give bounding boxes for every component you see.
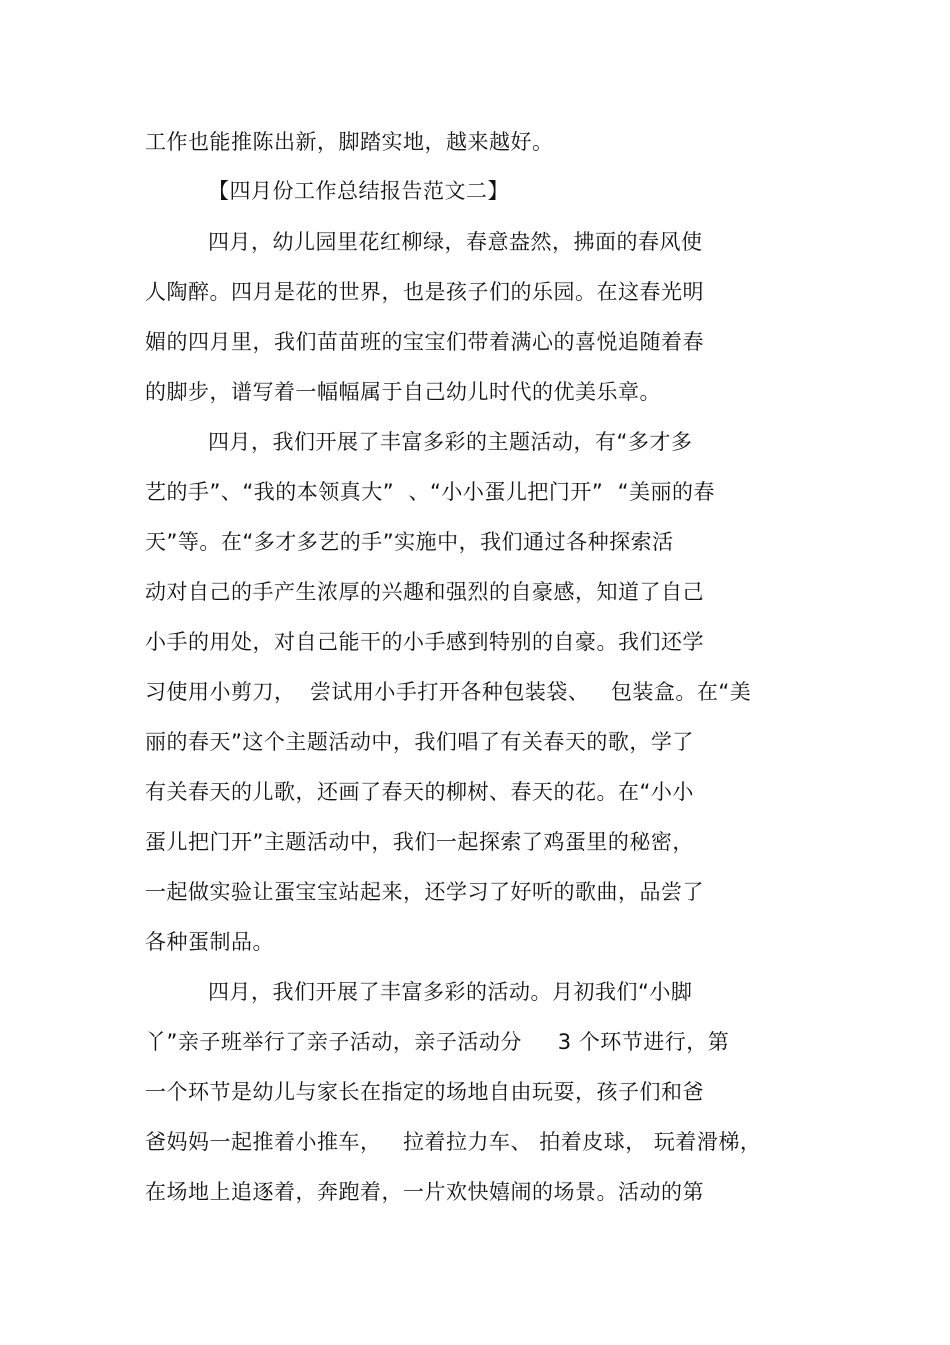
text-line: 天”等。在“多才多艺的手”实施中，我们通过各种探索活 [145,530,674,554]
text-line: 四月，幼儿园里花红柳绿，春意盎然，拂面的春风使 [208,230,703,254]
text-line: 媚的四月里，我们苗苗班的宝宝们带着满心的喜悦追随着春 [145,330,704,354]
text-line: 的脚步，谱写着一幅幅属于自己幼儿时代的优美乐章。 [145,380,661,404]
text-line: 有关春天的儿歌，还画了春天的柳树、春天的花。在“小小 [145,780,694,804]
text-line: 丽的春天”这个主题活动中，我们唱了有关春天的歌，学了 [145,730,694,754]
text-line: 工作也能推陈出新，脚踏实地，越来越好。 [145,130,554,154]
text-line: 动对自己的手产生浓厚的兴趣和强烈的自豪感，知道了自己 [145,580,704,604]
text-line: 爸妈妈一起推着小推车， 拉着拉力车、 拍着皮球， 玩着滑梯， [145,1130,762,1154]
text-line: 人陶醉。四月是花的世界，也是孩子们的乐园。在这春光明 [145,280,704,304]
text-line: 小手的用处，对自己能干的小手感到特别的自豪。我们还学 [145,630,704,654]
text-line: 各种蛋制品。 [145,930,274,954]
text-line: 四月，我们开展了丰富多彩的主题活动，有“多才多 [208,430,693,454]
text-line: 一个环节是幼儿与家长在指定的场地自由玩耍，孩子们和爸 [145,1080,704,1104]
text-line: 艺的手”、“我的本领真大” 、“小小蛋儿把门开” “美丽的春 [145,480,715,504]
text-line: 蛋儿把门开”主题活动中，我们一起探索了鸡蛋里的秘密， [145,830,694,854]
text-line: 一起做实验让蛋宝宝站起来，还学习了好听的歌曲，品尝了 [145,880,704,904]
section-heading: 【四月份工作总结报告范文二】 [208,179,509,203]
text-line: 丫”亲子班举行了亲子活动，亲子活动分 3 个环节进行，第 [145,1030,730,1054]
text-line: 四月，我们开展了丰富多彩的活动。月初我们“小脚 [208,980,693,1004]
text-line: 在场地上追逐着，奔跑着，一片欢快嬉闹的场景。活动的第 [145,1180,704,1204]
text-line: 习使用小剪刀， 尝试用小手打开各种包装袋、 包装盒。在“美 [145,680,752,704]
